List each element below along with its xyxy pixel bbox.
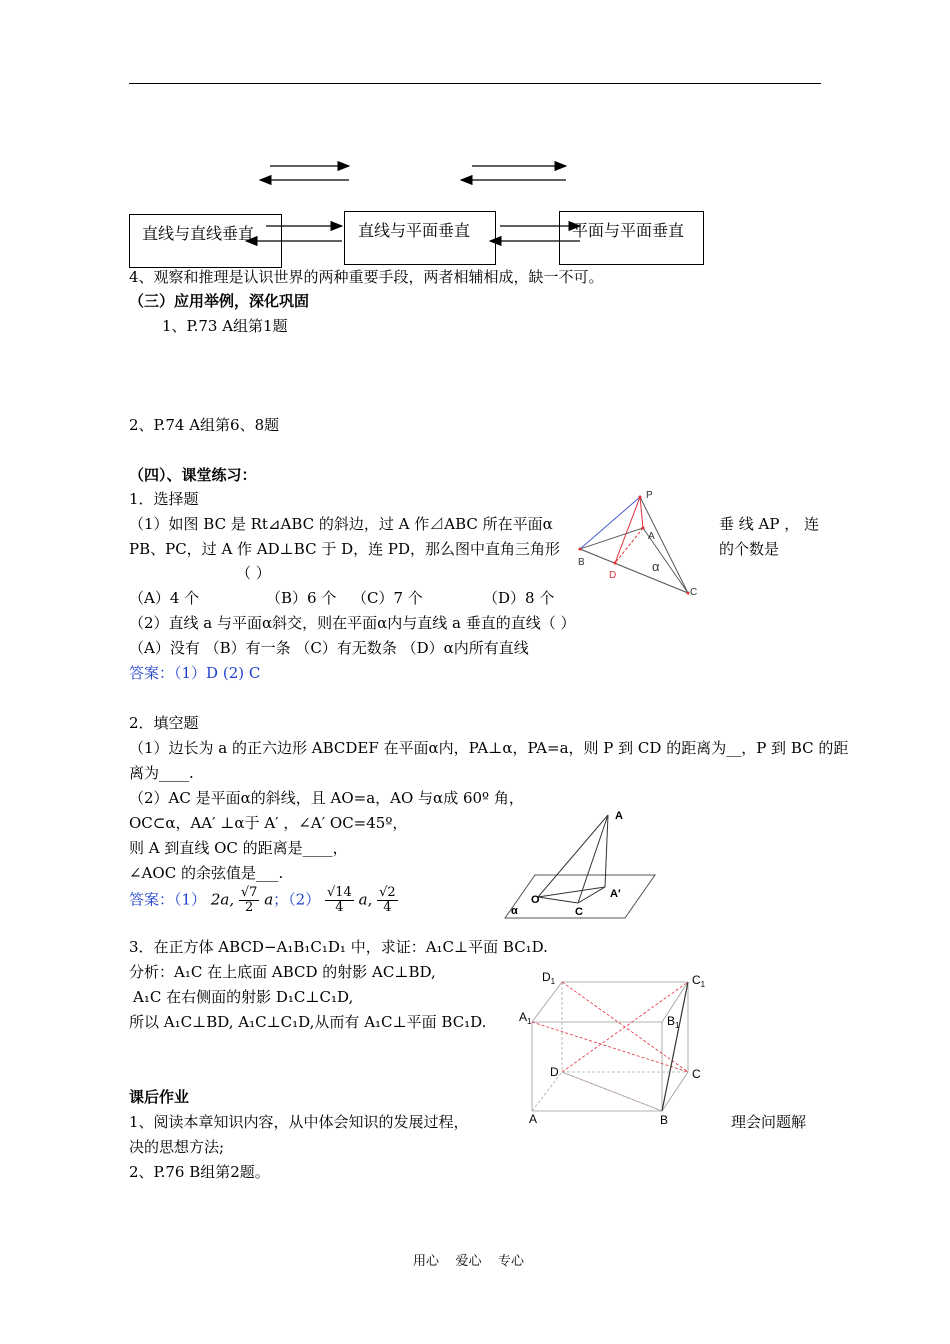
- example-2: 2、P.74 A组第6、8题: [129, 416, 280, 434]
- fig1-label-b: B: [578, 557, 585, 568]
- box-line-line-label: 直线与直线垂直: [142, 224, 255, 243]
- example-1: 1、P.73 A组第1题: [162, 317, 288, 335]
- figure-pyramid: [570, 485, 710, 605]
- box-plane-plane-label: 平面与平面垂直: [572, 221, 685, 240]
- q3: 3．在正方体 ABCD−A₁B₁C₁D₁ 中，求证：A₁C⊥平面 BC₁D.: [129, 938, 548, 956]
- answer-2-mid: ；（2）: [273, 890, 321, 909]
- q2-1-line-b: 离为____.: [129, 764, 194, 782]
- fig2-label-alpha: α: [511, 905, 518, 917]
- q1-1-line-b: 垂 线 AP ， 连: [719, 515, 819, 533]
- q1-1-line-d: 的个数是: [719, 540, 780, 558]
- homework-1-line-c: 决的思想方法;: [129, 1138, 225, 1156]
- q2-title: 2．填空题: [129, 714, 199, 732]
- fig3-label-c1: $C_1$: [692, 973, 706, 989]
- q1-title: 1．选择题: [129, 490, 199, 508]
- q1-1-paren: （ ）: [236, 564, 271, 582]
- fig3-label-b1: $B_1$: [667, 1014, 680, 1030]
- page-footer: 用心 爱心 专心: [413, 1254, 525, 1269]
- box-line-line: [129, 214, 282, 268]
- box-plane-plane: [559, 211, 704, 265]
- answer-2-a2: a: [358, 890, 368, 909]
- figure-cube: [512, 965, 722, 1130]
- item-4: 4、观察和推理是认识世界的两种重要手段，两者相辅相成，缺一不可。: [129, 268, 604, 286]
- q2-2-line-c: 则 A 到直线 OC 的距离是____，: [129, 839, 348, 857]
- q2-2-line-a: （2）AC 是平面α的斜线，且 AO=a，AO 与α成 60º 角，: [129, 789, 524, 807]
- answer-2-label: 答案：（1）: [129, 890, 207, 909]
- homework-2: 2、P.76 B组第2题。: [129, 1163, 270, 1181]
- fig3-label-a1: $A_1$: [519, 1010, 532, 1026]
- homework-1-line-a: 1、阅读本章知识内容，从中体会知识的发展过程，: [129, 1113, 469, 1131]
- fig3-label-c: C: [692, 1067, 701, 1081]
- fig2-label-a1: A′: [610, 888, 621, 900]
- q1-1-option-b: （B）6 个: [266, 589, 337, 607]
- fig2-label-o: O: [531, 894, 540, 906]
- answer-2-2a: 2a,: [210, 890, 235, 909]
- q2-2-line-d: ∠AOC 的余弦值是___.: [129, 864, 284, 882]
- q1-2-options: （A）没有 （B）有一条 （C）有无数条 （D）α内所有直线: [129, 639, 529, 657]
- section-3-heading: （三）应用举例，深化巩固: [129, 292, 310, 310]
- fig1-label-d: D: [609, 570, 617, 581]
- homework-1-line-b: 理会问题解: [731, 1113, 807, 1131]
- fig2-label-c: C: [575, 906, 583, 918]
- box-line-plane-label: 直线与平面垂直: [358, 221, 471, 240]
- fig1-label-alpha: α: [652, 559, 660, 574]
- q1-1-option-d: （D）8 个: [483, 589, 555, 607]
- fig3-label-b: B: [660, 1113, 669, 1127]
- q2-2-line-b: OC⊂α，AA′ ⊥α于 A′ ，∠A′ OC=45º，: [129, 814, 408, 832]
- fig3-label-d1: $D_1$: [542, 970, 556, 986]
- fig2-label-a: A: [615, 810, 623, 822]
- answer-1: 答案：（1）D (2) C: [129, 664, 261, 682]
- q1-1-line-c: PB、PC，过 A 作 AD⊥BC 于 D，连 PD，那么图中直角三角形: [129, 540, 561, 558]
- q1-1-option-c: （C）7 个: [352, 589, 423, 607]
- section-4-heading: （四）、课堂练习：: [129, 466, 257, 484]
- q2-1-line-a: （1）边长为 a 的正六边形 ABCDEF 在平面α内，PA⊥α，PA=a，则 P 到 CD 的距离为__，P 到 BC 的距: [129, 739, 849, 757]
- fig3-label-a: A: [529, 1112, 538, 1126]
- figure-oblique-line: [500, 805, 660, 920]
- answer-2: 答案：（1） 2a, $\frac{√7}{2}$ a；（2） $\frac{√14}{4}$ a, $\frac{√2}{4}$: [129, 885, 396, 915]
- fig3-label-d: D: [550, 1065, 559, 1079]
- fig1-label-a: A: [648, 531, 655, 542]
- box-line-plane: [344, 211, 496, 265]
- answer-2-frac1: $\frac{√7}{2}$: [240, 885, 258, 915]
- answer-2-frac2: $\frac{√14}{4}$: [327, 885, 352, 915]
- analysis-2: A₁C 在右侧面的射影 D₁C⊥C₁D,: [133, 988, 354, 1006]
- homework-heading: 课后作业: [129, 1088, 190, 1106]
- analysis-3: 所以 A₁C⊥BD, A₁C⊥C₁D,从而有 A₁C⊥平面 BC₁D.: [129, 1013, 487, 1031]
- answer-2-frac3: $\frac{√2}{4}$: [379, 885, 396, 915]
- q1-2: （2）直线 a 与平面α斜交，则在平面α内与直线 a 垂直的直线（ ）: [129, 614, 576, 632]
- fig1-label-p: P: [646, 490, 653, 501]
- q1-1-line-a: （1）如图 BC 是 Rt⊿ABC 的斜边，过 A 作⊿ABC 所在平面α: [129, 515, 553, 533]
- answer-2-a1: a: [264, 890, 274, 909]
- q1-1-option-a: （A）4 个: [129, 589, 200, 607]
- fig1-label-c: C: [690, 587, 698, 598]
- analysis-1: 分析：A₁C 在上底面 ABCD 的射影 AC⊥BD,: [129, 963, 436, 981]
